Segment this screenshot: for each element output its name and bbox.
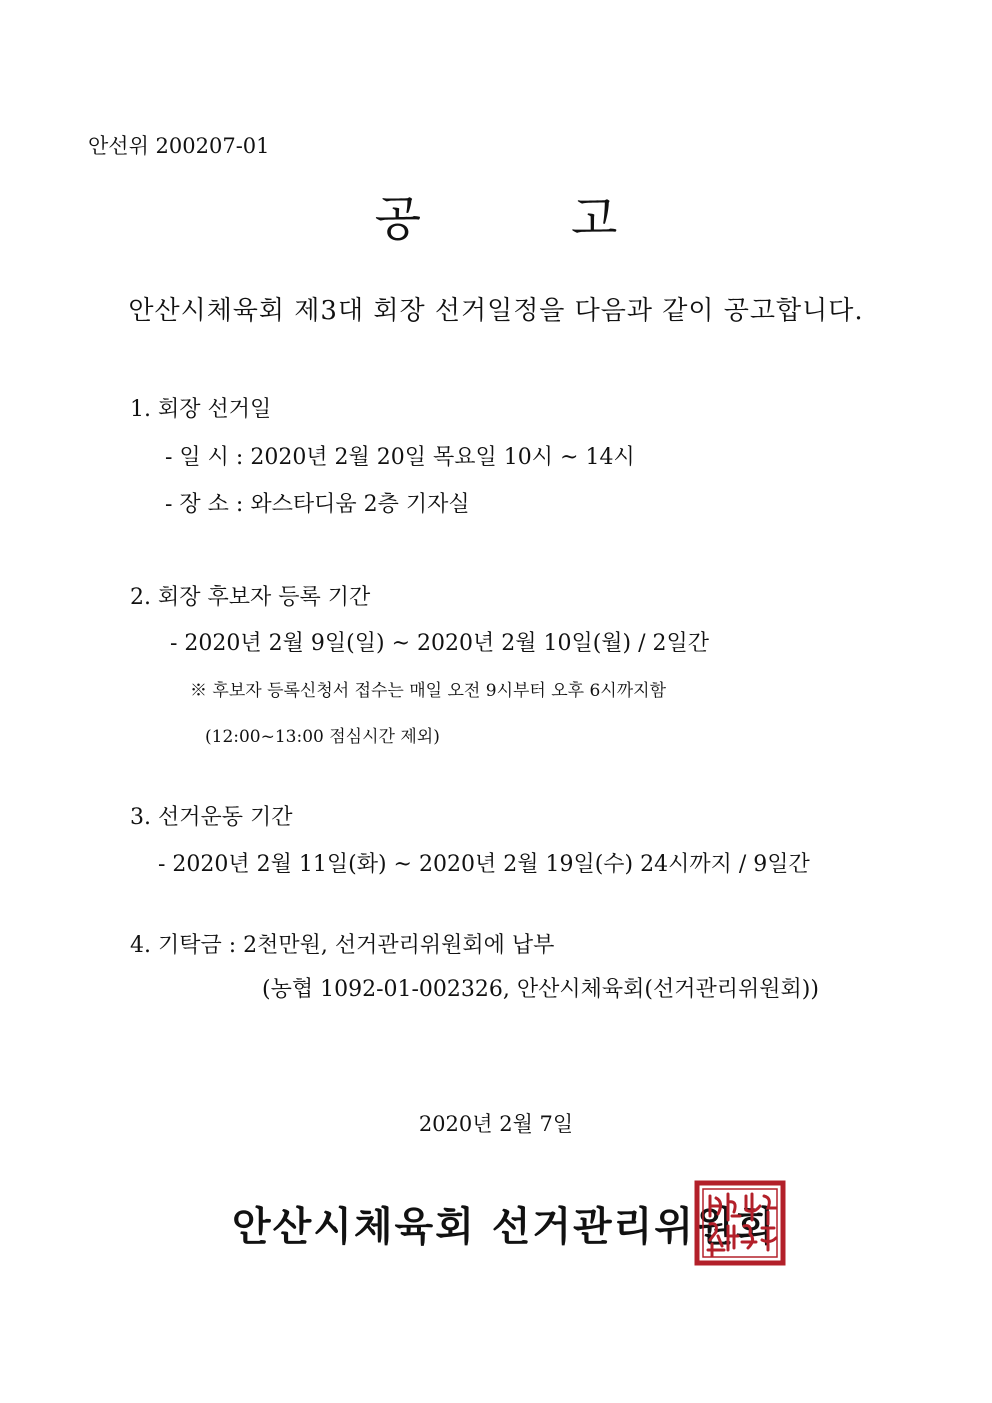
election-place: - 장 소 : 와스타디움 2층 기자실 [165,492,470,517]
registration-note-exception: (12:00~13:00 점심시간 제외) [205,727,440,747]
campaign-period: - 2020년 2월 11일(화) ~ 2020년 2월 19일(수) 24시까지 / 9일간 [158,852,810,877]
issuer-signature: 안산시체육회 선거관리위원회 [232,1203,777,1250]
section-2-heading: 2. 회장 후보자 등록 기간 [130,585,371,610]
announcement-intro: 안산시체육회 제3대 회장 선거일정을 다음과 같이 공고합니다. [128,296,864,326]
section-1-heading: 1. 회장 선거일 [130,397,272,422]
deposit-account: (농협 1092-01-002326, 안산시체육회(선거관리위원회)) [262,977,819,1002]
document-number: 안선위 200207-01 [88,134,270,158]
section-4-heading: 4. 기탁금 : 2천만원, 선거관리위원회에 납부 [130,933,555,958]
official-seal [694,1180,786,1266]
document-title: 공고 [374,191,768,247]
registration-note: ※ 후보자 등록신청서 접수는 매일 오전 9시부터 오후 6시까지함 [190,681,666,701]
document-date: 2020년 2월 7일 [418,1112,574,1136]
election-datetime: - 일 시 : 2020년 2월 20일 목요일 10시 ~ 14시 [165,445,635,470]
registration-period: - 2020년 2월 9일(일) ~ 2020년 2월 10일(월) / 2일간 [170,631,710,656]
section-3-heading: 3. 선거운동 기간 [130,805,293,830]
